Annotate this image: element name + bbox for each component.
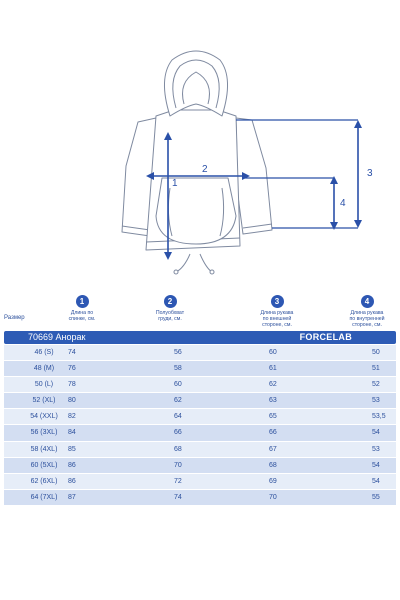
size-cell: 48 (M) — [33, 365, 55, 373]
column-number-4: 4 — [361, 295, 374, 308]
column-number-3: 3 — [271, 295, 284, 308]
inner-sleeve-cell: 53 — [372, 397, 380, 405]
inner-sleeve-cell: 50 — [372, 349, 380, 356]
inner-sleeve-cell: 53 — [372, 445, 380, 453]
table-row — [4, 409, 396, 425]
column-header-3 — [252, 295, 302, 329]
size-cell: 46 (S) — [34, 349, 54, 356]
half-chest-cell: 74 — [174, 493, 182, 501]
half-chest-cell: 56 — [174, 349, 182, 356]
column-label-4: Длина рукава по внутренней стороне, см. — [349, 310, 385, 328]
size-cell: 52 (XL) — [32, 397, 56, 405]
garment-outline — [122, 51, 272, 274]
outer-sleeve-cell: 70 — [269, 493, 277, 501]
half-chest-cell: 72 — [174, 477, 182, 485]
table-row — [4, 361, 396, 377]
back-length-cell: 84 — [68, 429, 76, 437]
model-banner — [4, 331, 396, 344]
marker-2: 2 — [202, 164, 208, 175]
outer-sleeve-cell: 60 — [269, 349, 277, 356]
table-row — [4, 345, 396, 361]
table-header — [0, 295, 400, 329]
size-cell: 60 (5XL) — [30, 461, 58, 469]
outer-sleeve-cell: 63 — [269, 397, 277, 405]
inner-sleeve-cell: 54 — [372, 429, 380, 437]
table-row — [4, 393, 396, 409]
half-chest-cell: 58 — [174, 365, 182, 373]
anorak-diagram — [0, 0, 400, 285]
half-chest-cell: 62 — [174, 397, 182, 405]
table-row — [4, 490, 396, 506]
back-length-cell: 78 — [68, 381, 76, 389]
outer-sleeve-cell: 61 — [269, 365, 277, 373]
half-chest-cell: 64 — [174, 413, 182, 421]
half-chest-cell: 66 — [174, 429, 182, 437]
back-length-cell: 76 — [68, 365, 76, 373]
column-header-1 — [60, 295, 104, 329]
half-chest-cell: 68 — [174, 445, 182, 453]
model-name: 70669 Анорак — [28, 332, 86, 342]
inner-sleeve-cell: 54 — [372, 477, 380, 485]
inner-sleeve-cell: 53,5 — [372, 413, 386, 421]
outer-sleeve-cell: 68 — [269, 461, 277, 469]
back-length-cell: 80 — [68, 397, 76, 405]
table-row — [4, 474, 396, 490]
half-chest-cell: 60 — [174, 381, 182, 389]
size-cell: 64 (7XL) — [30, 493, 58, 501]
brand-name: FORCELAB — [299, 332, 352, 342]
outer-sleeve-cell: 65 — [269, 413, 277, 421]
back-length-cell: 87 — [68, 493, 76, 501]
column-number-2: 2 — [164, 295, 177, 308]
column-label-3: Длина рукава по внешней стороне, см. — [260, 310, 294, 328]
hood — [164, 51, 227, 116]
outer-sleeve-cell: 69 — [269, 477, 277, 485]
column-header-2 — [148, 295, 192, 329]
column-label-2: Полуобхват груди, см. — [155, 310, 185, 322]
marker-1: 1 — [172, 178, 178, 189]
back-length-cell: 82 — [68, 413, 76, 421]
half-chest-cell: 70 — [174, 461, 182, 469]
back-length-cell: 86 — [68, 477, 76, 485]
table-row — [4, 425, 396, 441]
marker-4: 4 — [340, 198, 346, 209]
table-row — [4, 458, 396, 474]
inner-sleeve-cell: 54 — [372, 461, 380, 469]
size-cell: 50 (L) — [34, 381, 54, 389]
marker-3: 3 — [367, 168, 373, 179]
size-cell: 54 (XXL) — [30, 413, 58, 421]
outer-sleeve-cell: 62 — [269, 381, 277, 389]
size-cell: 62 (6XL) — [30, 477, 58, 485]
table-row — [4, 442, 396, 458]
table-row — [4, 377, 396, 393]
column-number-1: 1 — [76, 295, 89, 308]
back-length-cell: 86 — [68, 461, 76, 469]
size-table — [4, 345, 396, 506]
outer-sleeve-cell: 66 — [269, 429, 277, 437]
inner-sleeve-cell: 51 — [372, 365, 380, 373]
size-cell: 56 (3XL) — [30, 429, 58, 437]
inner-sleeve-cell: 52 — [372, 381, 380, 389]
outer-sleeve-cell: 67 — [269, 445, 277, 453]
column-header-4 — [340, 295, 394, 329]
inner-sleeve-cell: 55 — [372, 493, 380, 501]
back-length-cell: 85 — [68, 445, 76, 453]
size-cell: 58 (4XL) — [30, 445, 58, 453]
size-column-header: Размер — [4, 315, 25, 321]
back-length-cell: 74 — [68, 349, 76, 356]
column-label-1: Длина по спинке, см. — [68, 310, 96, 322]
